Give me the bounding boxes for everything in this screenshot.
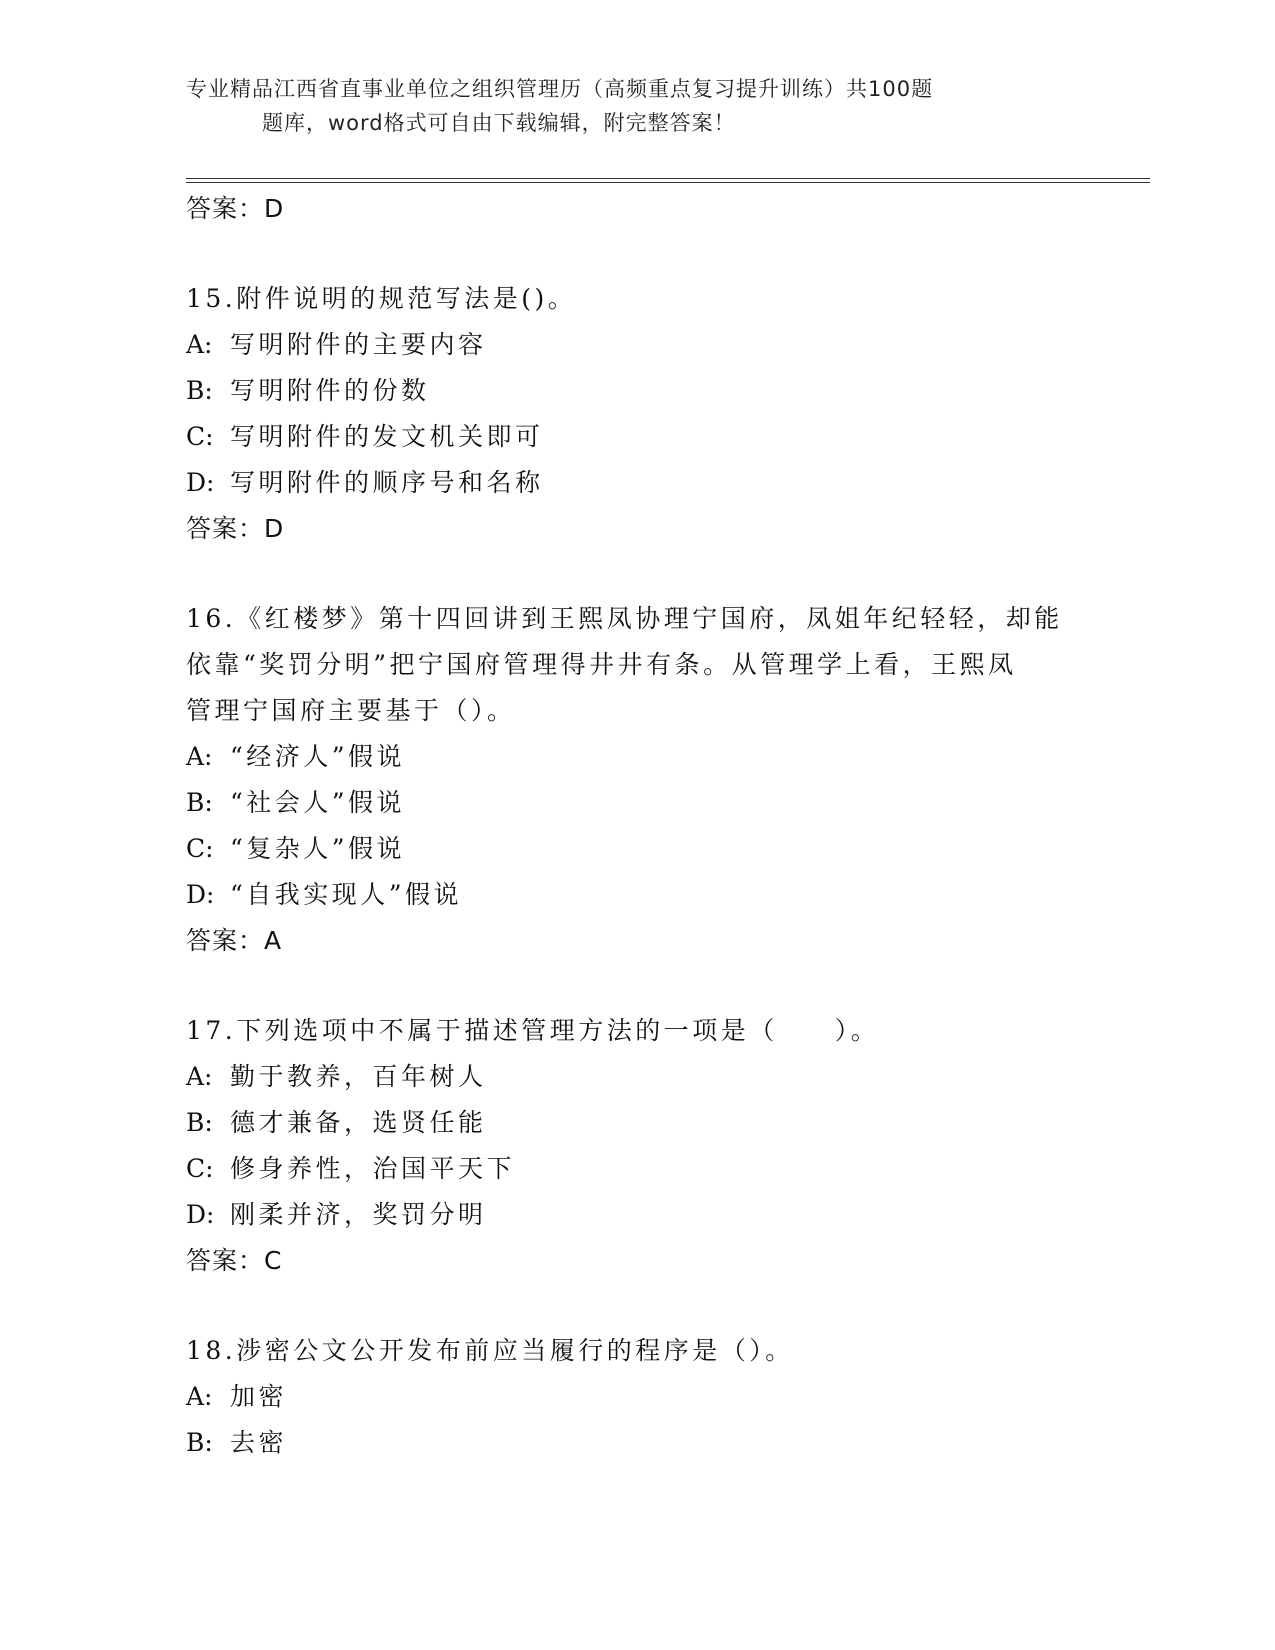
question-text: 管理宁国府主要基于（）。: [186, 696, 516, 725]
header-divider-top: [186, 178, 1150, 179]
option-c: [186, 826, 1086, 872]
option-text: 写明附件的份数: [230, 376, 430, 405]
option-d: [186, 460, 1086, 506]
spacer: [186, 232, 1086, 276]
header-divider-bottom: [186, 182, 1150, 183]
option-text: 德才兼备，选贤任能: [230, 1108, 487, 1137]
question-answer: 答案：C: [186, 1246, 283, 1275]
option-label: B:: [186, 376, 213, 405]
option-d: [186, 1192, 1086, 1238]
option-label: C:: [186, 834, 214, 863]
option-label: C:: [186, 1154, 214, 1183]
option-text: 勤于教养，百年树人: [230, 1062, 487, 1091]
option-text: 去密: [230, 1428, 288, 1457]
option-a: [186, 322, 1086, 368]
option-text: 写明附件的主要内容: [230, 330, 487, 359]
option-b: [186, 368, 1086, 414]
question-text: 15.附件说明的规范写法是()。: [186, 284, 577, 313]
option-label: D:: [186, 880, 215, 909]
option-d: [186, 872, 1086, 918]
question-block: [186, 1328, 1086, 1466]
option-b: [186, 780, 1086, 826]
document-body: [186, 186, 1086, 1466]
question-text: 17.下列选项中不属于描述管理方法的一项是（ ）。: [186, 1016, 880, 1045]
option-text: 加密: [230, 1382, 288, 1411]
option-label: A:: [186, 742, 213, 771]
option-a: [186, 1054, 1086, 1100]
question-text: 16.《红楼梦》第十四回讲到王熙凤协理宁国府，凤姐年纪轻轻，却能: [186, 604, 1063, 633]
option-text: “复杂人”假说: [230, 834, 406, 863]
option-label: D:: [186, 468, 215, 497]
question-block: [186, 596, 1086, 964]
option-label: B:: [186, 1108, 213, 1137]
option-label: B:: [186, 788, 213, 817]
option-text: “社会人”假说: [230, 788, 406, 817]
question-text: 18.涉密公文公开发布前应当履行的程序是（）。: [186, 1336, 794, 1365]
option-label: A:: [186, 1062, 213, 1091]
page-header: [186, 72, 1086, 140]
option-label: A:: [186, 330, 213, 359]
previous-answer: 答案：D: [186, 194, 285, 223]
option-label: D:: [186, 1200, 215, 1229]
question-text: 依靠“奖罚分明”把宁国府管理得井井有条。从管理学上看，王熙凤: [186, 650, 1017, 679]
header-title-line-2: 题库，word格式可自由下载编辑，附完整答案！: [262, 111, 736, 135]
option-text: “自我实现人”假说: [230, 880, 463, 909]
spacer: [186, 1284, 1086, 1328]
question-answer: 答案：D: [186, 514, 285, 543]
question-block: [186, 276, 1086, 552]
option-text: 写明附件的发文机关即可: [230, 422, 544, 451]
header-title-line-1: 专业精品江西省直事业单位之组织管理历（高频重点复习提升训练）共100题: [186, 77, 934, 101]
option-label: A:: [186, 1382, 213, 1411]
option-b: [186, 1100, 1086, 1146]
option-text: 写明附件的顺序号和名称: [230, 468, 544, 497]
option-label: B:: [186, 1428, 213, 1457]
question-block: [186, 1008, 1086, 1284]
option-a: [186, 734, 1086, 780]
option-c: [186, 1146, 1086, 1192]
option-text: “经济人”假说: [230, 742, 406, 771]
option-a: [186, 1374, 1086, 1420]
option-text: 刚柔并济，奖罚分明: [230, 1200, 487, 1229]
option-label: C:: [186, 422, 214, 451]
spacer: [186, 552, 1086, 596]
option-b: [186, 1420, 1086, 1466]
spacer: [186, 964, 1086, 1008]
question-answer: 答案：A: [186, 926, 283, 955]
option-c: [186, 414, 1086, 460]
option-text: 修身养性，治国平天下: [230, 1154, 516, 1183]
